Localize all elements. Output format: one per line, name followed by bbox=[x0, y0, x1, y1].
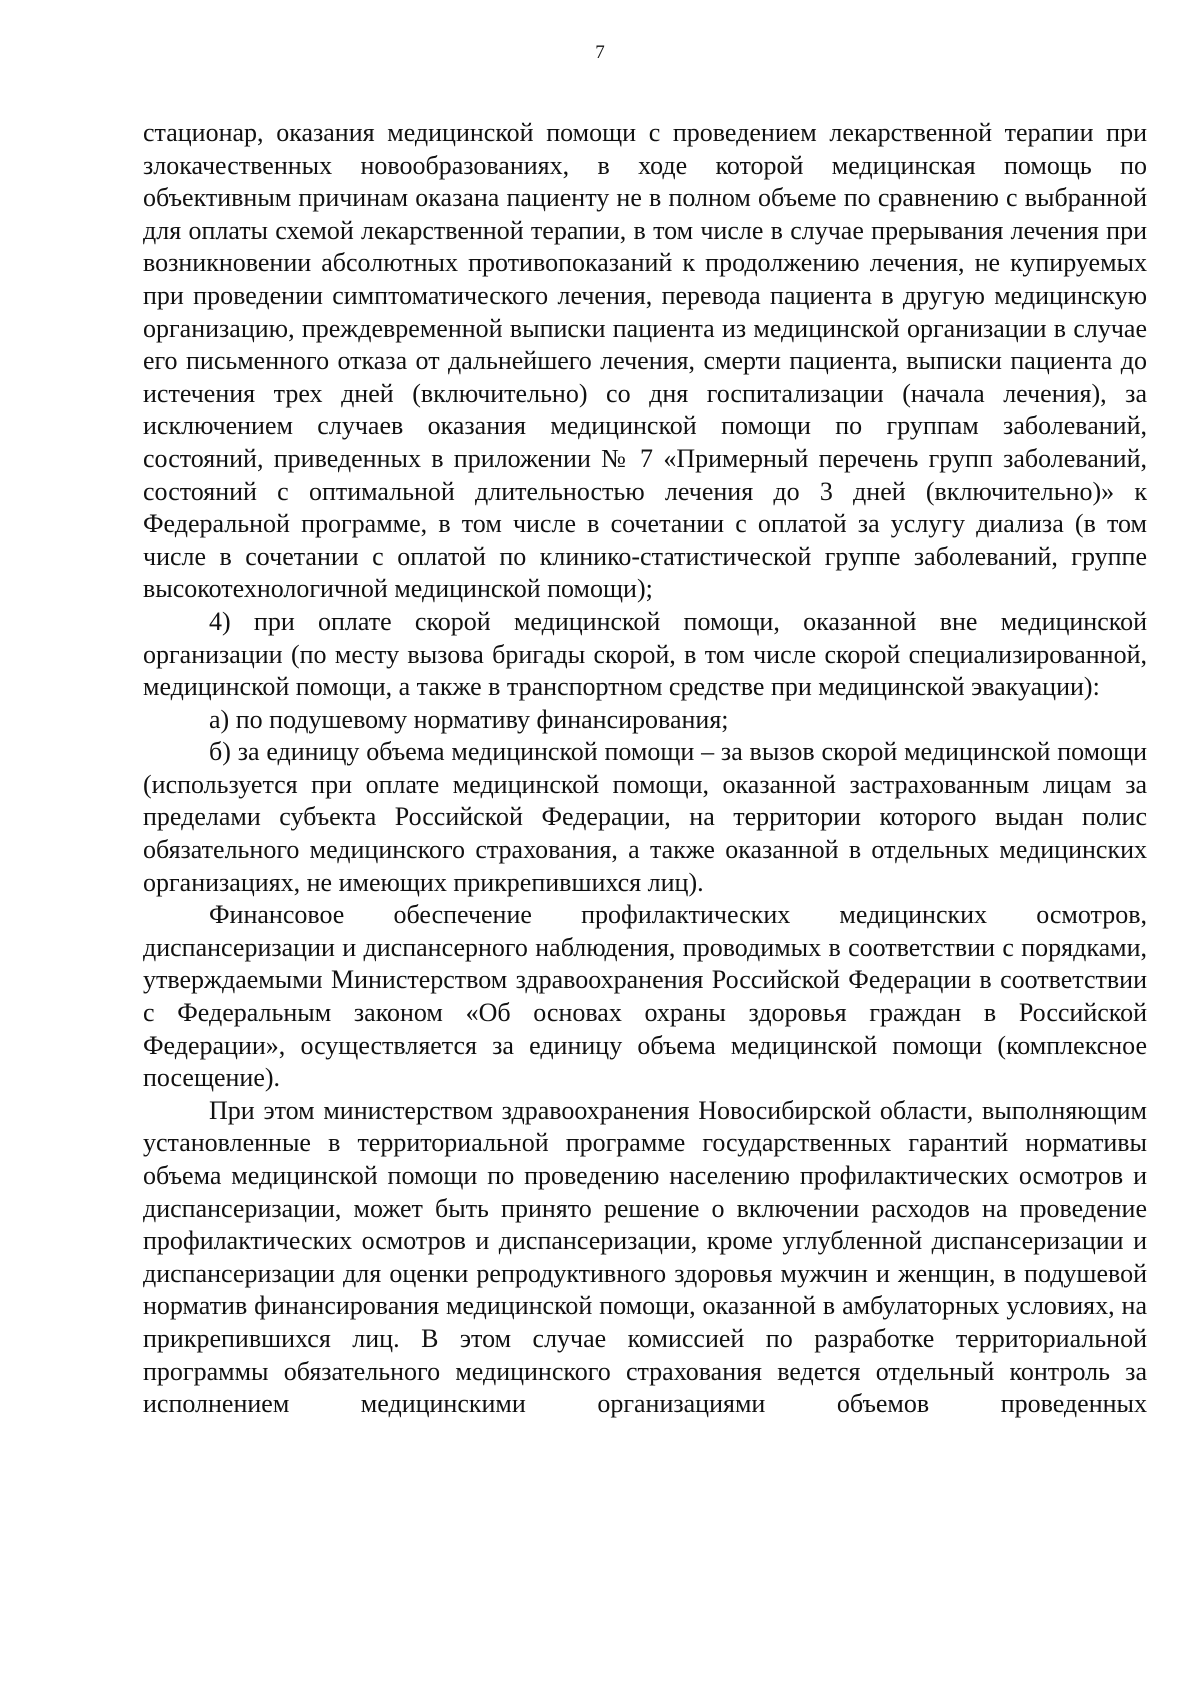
paragraph-ministry-decision: При этом министерством здравоохранения Новосибирской области, выполняющим установленные в территориальной программе государственных гарантий нормативы объема медицинской помощи по проведению населению профилактических осмотров и диспансеризации, может быть принято решение о включении расходов на проведение профилактических осмотров и диспансеризации, кроме углубленной диспансеризации и диспансеризации для оценки репродуктивного здоровья мужчин и женщин, в подушевой норматив финансирования медицинской помощи, оказанной в амбулаторных условиях, на прикрепившихся лиц. В этом случае комиссией по разработке территориальной программы обязательного медицинского страхования ведется отдельный контроль за исполнением медицинскими организациями объемов проведенных bbox=[143, 1095, 1147, 1419]
paragraph-item-4: 4) при оплате скорой медицинской помощи, оказанной вне медицинской организации (по месту вызова бригады скорой, в том числе скорой специализированной, медицинской помощи, а также в транспортном средстве при медицинской эвакуации): bbox=[143, 606, 1147, 702]
paragraph-continuation: стационар, оказания медицинской помощи с проведением лекарственной терапии при злокачественных новообразованиях, в ходе которой медицинская помощь по объективным причинам оказана пациенту не в полном объеме по сравнению с выбранной для оплаты схемой лекарственной терапии, в том числе в случае прерывания лечения при возникновении абсолютных противопоказаний к продолжению лечения, не купируемых при проведении симптоматического лечения, перевода пациента в другую медицинскую организацию, преждевременной выписки пациента из медицинской организации в случае его письменного отказа от дальнейшего лечения, смерти пациента, выписки пациента до истечения трех дней (включительно) со дня госпитализации (начала лечения), за исключением случаев оказания медицинской помощи по группам заболеваний, состояний, приведенных в приложении № 7 «Примерный перечень групп заболеваний, состояний с оптимальной длительностью лечения до 3 дней (включительно)» к Федеральной программе, в том числе в сочетании с оплатой за услугу диализа (в том числе в сочетании с оплатой по клинико-статистической группе заболеваний, группе высокотехнологичной медицинской помощи); bbox=[143, 118, 1147, 604]
document-body bbox=[143, 117, 1147, 1421]
paragraph-financial-support: Финансовое обеспечение профилактических медицинских осмотров, диспансеризации и диспансерного наблюдения, проводимых в соответствии с порядками, утверждаемыми Министерством здравоохранения Российской Федерации в соответствии с Федеральным законом «Об основах охраны здоровья граждан в Российской Федерации», осуществляется за единицу объема медицинской помощи (комплексное посещение). bbox=[143, 900, 1147, 1093]
page-number: 7 bbox=[595, 42, 605, 63]
paragraph-subitem-a: а) по подушевому нормативу финансирования; bbox=[209, 704, 729, 734]
paragraph-subitem-b: б) за единицу объема медицинской помощи – за вызов скорой медицинской помощи (используется при оплате медицинской помощи, оказанной застрахованным лицам за пределами субъекта Российской Федерации, на территории которого выдан полис обязательного медицинского страхования, а также оказанной в отдельных медицинских организациях, не имеющих прикрепившихся лиц). bbox=[143, 737, 1147, 897]
